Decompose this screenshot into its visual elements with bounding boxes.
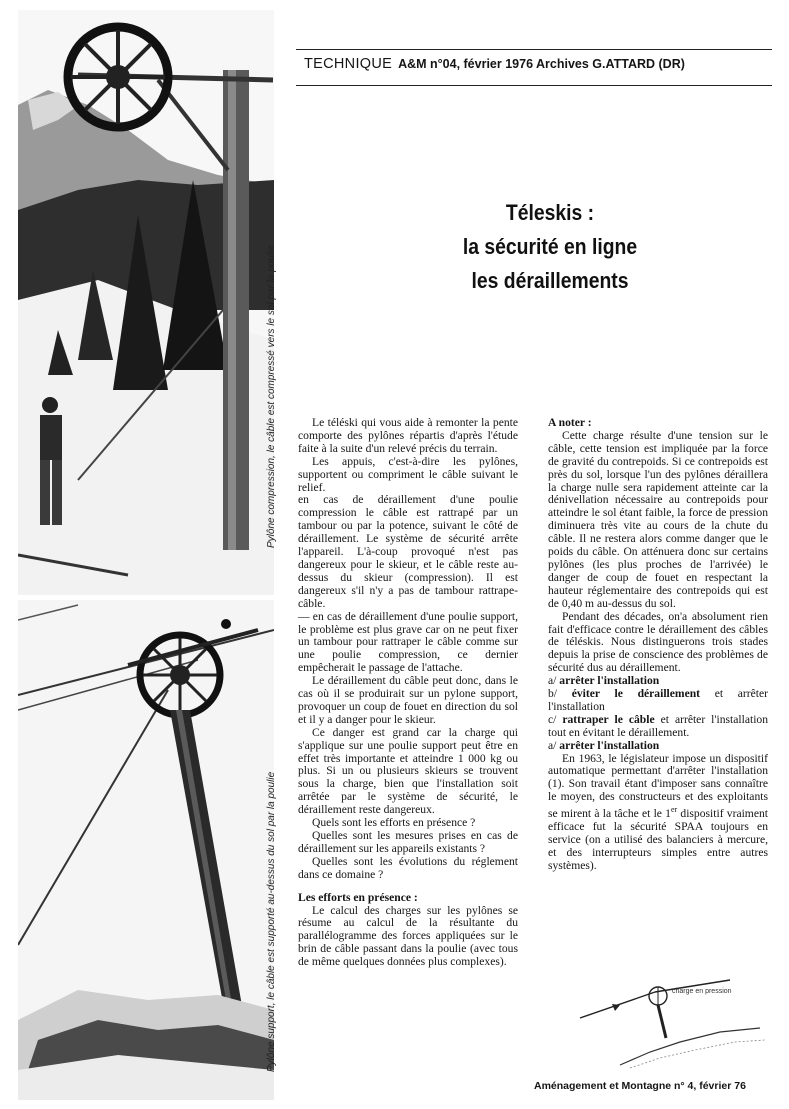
photo-compression-pylon xyxy=(18,10,274,595)
source-line: A&M n°04, février 1976 Archives G.ATTARD (DR) xyxy=(398,57,685,71)
paragraph: Les appuis, c'est-à-dire les pylônes, supportent ou compriment le câble suivant le relief. xyxy=(298,454,518,494)
section-heading: Les efforts en présence : xyxy=(298,890,418,904)
paragraph: Le calcul des charges sur les pylônes se résume au calcul de la résultante du parallélogramme des forces appliquées sur le brin de câble passant dans la poulie (avec tous de même quelques données plus complexes). xyxy=(298,903,518,969)
paragraph: — en cas de déraillement d'une poulie support, le problème est plus grave car on ne peut fixer un tambour pour rattraper le câble comme sur une poulie compression, ce dernier empêcherait le passage de l'attache. xyxy=(298,609,518,675)
photo2-caption: Pylône support, le câble est supporté au-dessus du sol par la poulie xyxy=(266,771,277,1072)
text-column-right xyxy=(548,417,768,873)
force-diagram-drawing xyxy=(560,970,770,1075)
page-header xyxy=(304,55,774,72)
paragraph: Le téléski qui vous aide à remonter la pente comporte des pylônes répartis d'après l'étude faite à la suite d'un relevé précis du terrain. xyxy=(298,416,518,455)
question: Quels sont les efforts en présence ? xyxy=(312,816,476,830)
page-footer: Aménagement et Montagne n° 4, février 76 xyxy=(534,1080,746,1092)
list-item: c/ rattraper le câble et arrêter l'installation tout en évitant le déraillement. xyxy=(548,712,769,739)
photo1-caption: Pylône compression, le câble est compressé vers le sol par la poulie xyxy=(266,245,277,548)
paragraph: Le déraillement du câble peut donc, dans le cas où il se produirait sur un pylone support, provoquer un coup de fouet en direction du sol et il y a danger pour le skieur. xyxy=(298,674,518,726)
title-line-3: les déraillements xyxy=(471,268,629,293)
photo-support-pylon-drawing xyxy=(18,600,274,1100)
paragraph: Ce danger est grand car la charge qui s'applique sur une poulie support peut être en effet très importante et atteindre 1 000 kg ou plus. Si un ou plusieurs skieurs se trouvent sous la charge, bien que l'installation soit arrêtée par le système de sécurité, le déraillement reste dangereux. xyxy=(298,725,518,817)
list-item: b/ éviter le déraillement et arrêter l'installation xyxy=(548,687,769,713)
list-item: a/ arrêter l'installation xyxy=(548,674,660,688)
header-rule-top xyxy=(296,49,772,50)
paragraph: en cas de déraillement d'une poulie compression le câble est rattrapé par un tambour ou par la potence, suivant le côté de déraillement. Le système de sécurité arrête l'appareil. L'à-coup provoqué n'est pas dangereux pour le skieur, et le câble reste au-dessus du skieur (compression). Il est dangereux s'il n'y a pas de tambour rattrape-câble. xyxy=(298,493,518,610)
paragraph: Cette charge résulte d'une tension sur le câble, cette tension est impliquée par la force de gravité du contrepoids. Si ce contrepoids est près du sol, lorsque l'un des pylônes déraillera la charge nulle sera rapidement atteinte car la dénivellation nécessaire au contrepoids pour atteindre le sol étant faible, la force de pression diminuera très vite au cours de la chute du câble. Il ne restera alors comme danger que le poids du câble. On atténuera donc sur certains pylônes (les plus proches de l'arrivée) le danger de coup de fouet en respectant la hauteur réglementaire des contrepoids qui est de 0,40 m au-dessus du sol. xyxy=(548,428,768,610)
photo-compression-pylon-drawing xyxy=(18,10,274,595)
section-label: TECHNIQUE xyxy=(304,56,393,72)
question: Quelles sont les mesures prises en cas de déraillement sur les appareils existants ? xyxy=(298,829,518,855)
photo-support-pylon xyxy=(18,600,274,1100)
header-rule-bottom xyxy=(296,85,772,86)
title-line-1: Téleskis : xyxy=(505,200,595,225)
article-title xyxy=(421,196,679,298)
section-heading: A noter : xyxy=(548,416,592,429)
paragraph: En 1963, le législateur impose un dispositif automatique permettant d'arrêter l'installation (1). Son travail étant d'imposer sans connaître le moyen, des constructeurs et des exploitants se mirent à la tâche et le 1er dispositif vraiment efficace fut la sécurité SPAA toujours en service (on a utilisé des balanciers à mercure, et des interrupteurs simples entre autres systèmes). xyxy=(548,751,768,872)
diagram-label: charge en pression xyxy=(672,988,732,995)
force-diagram xyxy=(560,970,770,1075)
title-line-2: la sécurité en ligne xyxy=(462,234,638,259)
text-column-left xyxy=(298,417,518,969)
list-item: a/ arrêter l'installation xyxy=(548,738,660,752)
paragraph: Pendant des décades, on'a absolument rien fait d'efficace contre le déraillement des câbles de téléskis. Nous distinguerons trois stades depuis la prise de conscience des problèmes de sécurité dus au déraillement. xyxy=(548,609,768,675)
question: Quelles sont les évolutions du réglement dans ce domaine ? xyxy=(298,854,518,881)
